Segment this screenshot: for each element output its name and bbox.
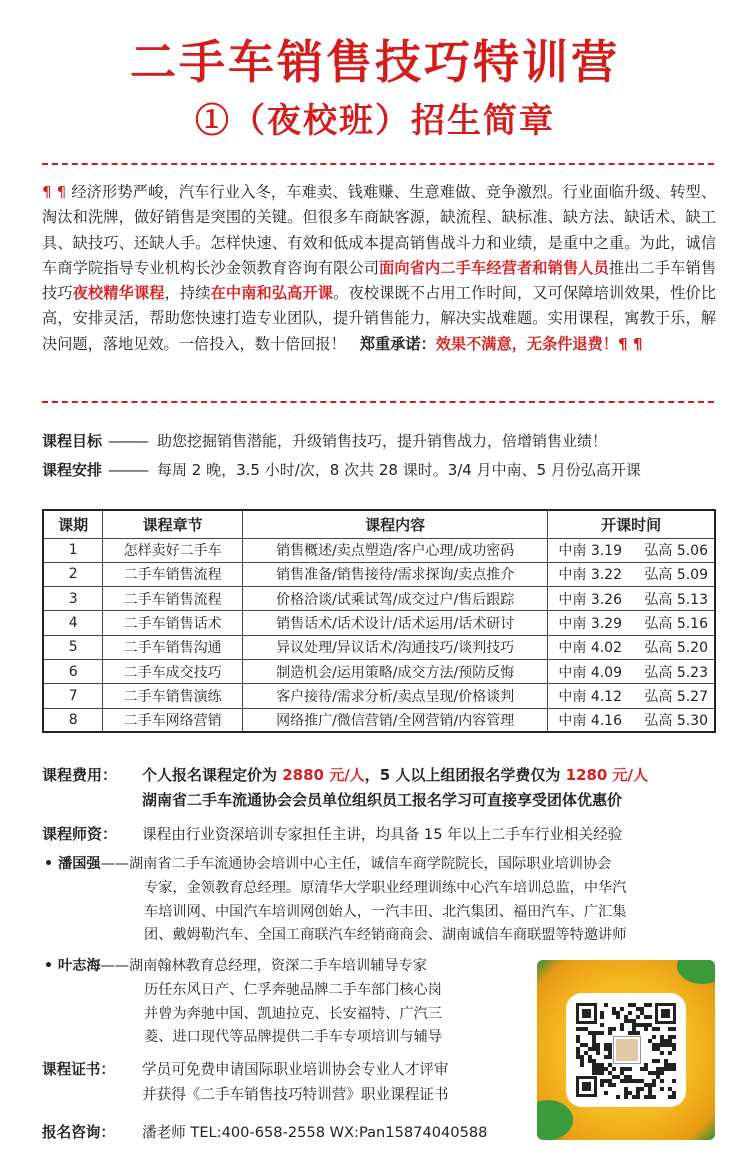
cell-content: 网络推广/微信营销/全网营销/内容管理 [242, 708, 547, 732]
teacher-bio: 湖南翰林教育总经理，资深二手车培训辅导专家 [128, 958, 427, 974]
qr-module [616, 1095, 620, 1099]
cell-content: 销售话术/话术设计/话术运用/话术研讨 [242, 611, 547, 635]
header-time: 开课时间 [548, 510, 715, 538]
qr-module [596, 1051, 600, 1055]
qr-module [640, 1087, 644, 1091]
intro-text: ，持续 [164, 284, 211, 303]
qr-module [660, 1071, 664, 1075]
qr-module [628, 1067, 632, 1071]
cell-chapter: 二手车销售流程 [103, 562, 243, 586]
qr-code [566, 993, 686, 1107]
fee-label: 课程费用： [42, 766, 118, 784]
contact-info: 潘老师 TEL:400-658-2558 WX:Pan15874040588 [142, 1124, 488, 1141]
cell-content: 客户接待/需求分析/卖点呈现/价格谈判 [242, 684, 547, 708]
table-row [43, 587, 715, 611]
qr-pattern [576, 1003, 676, 1097]
teacher-bio: 团、戴姆勒汽车、全国工商联汽车经销商商会、湖南诚信车商联盟等特邀讲师 [144, 927, 627, 944]
qr-module [672, 1035, 676, 1039]
qr-module [612, 1083, 616, 1087]
intro-text: 经济形势严峻，汽车行业入冬，车难卖、钱难赚、生意难做、竞争激烈。行业面临升级、转型、淘汰和洗牌，做好销售是突围的关键。但很多车商缺客源，缺流程、缺标准、缺方法、缺话术、缺工具、缺技巧、还缺人手。怎样快速、有效和低成本提高销售战斗力和业绩，是重中之重。为此，诚信车商学院指导专业机构长沙金领教育咨询有限公司 [42, 183, 717, 277]
cell-time [548, 587, 715, 611]
plan-dash: ——— [108, 461, 148, 479]
teacher-bio: 菱、进口现代等品牌提供二手车专项培训与辅导 [144, 1029, 442, 1046]
leaf-shape [677, 960, 715, 984]
goal-text: 助您挖掘销售潜能，升级销售技巧，提升销售战力，倍增销售业绩！ [157, 432, 608, 450]
qr-module [656, 1027, 660, 1031]
intro-text: 。夜校课既不占用工作时间，又可保障培训效果，性价比高，安排灵活，帮助您快速打造专业团队，提升销售能力，解决实战难题。实用课程，寓教于乐，解决问题，落地见效。一倍投入，数十倍回报！ [42, 284, 717, 353]
teacher-bio: 专家，金领教育总经理。原清华大学职业经理训练中心汽车培训总监，中华汽 [144, 879, 627, 896]
qr-module [672, 1095, 676, 1099]
cell-content: 销售概述/卖点塑造/客户心理/成功密码 [242, 538, 547, 562]
fee-text: ，5 人以上组团报名学费仅为 [364, 766, 566, 784]
teachers-intro-text: 课程由行业资深培训专家担任主讲，均具备 15 年以上二手车行业相关经验 [142, 826, 623, 843]
qr-avatar [614, 1037, 640, 1063]
leaf-shape [537, 1100, 573, 1140]
intro-highlight: 在中南和弘高开课 [210, 284, 334, 303]
table-row [43, 684, 715, 708]
qr-module [660, 1051, 664, 1055]
time-honggao: 弘高 5.30 [644, 712, 708, 729]
intro-highlight: 面向省内二手车经营者和销售人员 [379, 258, 609, 277]
cell-time [548, 611, 715, 635]
cell-chapter: 二手车销售演练 [103, 684, 243, 708]
goal-dash: ——— [108, 432, 148, 450]
qr-module [636, 1095, 640, 1099]
cell-time [548, 562, 715, 586]
promise-label: 郑重承诺： [359, 334, 436, 353]
qr-module [600, 1071, 604, 1075]
cell-period: 6 [43, 659, 103, 683]
table-row [43, 611, 715, 635]
qr-module [600, 1023, 604, 1027]
qr-module [600, 1015, 604, 1019]
cell-chapter: 二手车销售话术 [103, 611, 243, 635]
qr-module [672, 1067, 676, 1071]
qr-module [608, 1055, 612, 1059]
teacher-2 [44, 955, 442, 1050]
time-zhongnan: 中南 3.22 [558, 567, 622, 584]
time-honggao: 弘高 5.09 [644, 567, 708, 584]
fee-line-2 [142, 789, 622, 810]
qr-module [612, 1027, 616, 1031]
qr-module [612, 1067, 616, 1071]
cell-chapter: 二手车销售流程 [103, 587, 243, 611]
qr-finder [582, 1082, 591, 1091]
time-zhongnan: 中南 4.12 [558, 688, 622, 705]
time-honggao: 弘高 5.06 [644, 543, 708, 560]
time-zhongnan: 中南 4.02 [558, 640, 622, 657]
qr-module [620, 1007, 624, 1011]
cell-chapter: 二手车销售沟通 [103, 635, 243, 659]
time-honggao: 弘高 5.23 [644, 664, 708, 681]
qr-module [648, 1015, 652, 1019]
divider-bottom [42, 401, 714, 403]
plan-label: 课程安排 [42, 461, 103, 479]
table-row [43, 659, 715, 683]
time-honggao: 弘高 5.16 [644, 616, 708, 633]
table-row [43, 708, 715, 732]
cell-content: 制造机会/运用策略/成交方法/预防反悔 [242, 659, 547, 683]
time-honggao: 弘高 5.13 [644, 591, 708, 608]
cell-period: 1 [43, 538, 103, 562]
time-zhongnan: 中南 3.26 [558, 591, 622, 608]
course-plan [42, 459, 722, 480]
fee-text: 个人报名课程定价为 [142, 766, 283, 784]
cell-period: 2 [43, 562, 103, 586]
qr-module [636, 1031, 640, 1035]
qr-module [644, 1027, 648, 1031]
goal-label: 课程目标 [42, 432, 103, 450]
time-zhongnan: 中南 3.29 [558, 616, 622, 633]
sunflower-qr-image [537, 960, 715, 1140]
page-title: 二手车销售技巧特训营 [130, 35, 620, 89]
cell-time [548, 708, 715, 732]
qr-module [580, 1063, 584, 1067]
cell-period: 8 [43, 708, 103, 732]
table-row [43, 538, 715, 562]
teacher-dash: —— [100, 856, 129, 872]
teacher-dash: —— [100, 958, 129, 974]
cell-chapter: 二手车成交技巧 [103, 659, 243, 683]
qr-module [616, 1015, 620, 1019]
table-row [43, 635, 715, 659]
time-honggao: 弘高 5.20 [644, 640, 708, 657]
cell-time [548, 684, 715, 708]
table-header-row [43, 510, 715, 538]
cert-text: 并获得《二手车销售技巧特训营》职业课程证书 [142, 1085, 449, 1103]
teacher-bio: 历任东风日产、仁孚奔驰品牌二手车部门核心岗 [144, 981, 442, 998]
cell-period: 5 [43, 635, 103, 659]
qr-module [660, 1079, 664, 1083]
pilcrow-mark: ¶ ¶ [42, 183, 67, 201]
teachers-intro [42, 822, 622, 847]
divider-top [42, 163, 714, 165]
time-zhongnan: 中南 4.16 [558, 712, 622, 729]
qr-module [600, 1031, 604, 1035]
teacher-bio: 车培训网、中国汽车培训网创始人，一汽丰田、北汽集团、福田汽车、广汇集 [144, 903, 627, 920]
header-period: 课期 [43, 510, 103, 538]
qr-module [672, 1079, 676, 1083]
cell-period: 3 [43, 587, 103, 611]
course-goal [42, 430, 722, 451]
schedule-table [42, 509, 716, 733]
teacher-1 [44, 853, 626, 948]
qr-module [652, 1083, 656, 1087]
page-subtitle: ①（夜校班）招生简章 [195, 101, 555, 141]
contact-label: 报名咨询： [42, 1124, 115, 1141]
teacher-name: • 潘国强 [44, 856, 101, 872]
cell-content: 价格洽谈/试乘试驾/成交过户/售后跟踪 [242, 587, 547, 611]
qr-module [652, 1035, 656, 1039]
time-zhongnan: 中南 3.19 [558, 543, 622, 560]
time-zhongnan: 中南 4.09 [558, 664, 622, 681]
cell-content: 异议处理/异议话术/沟通技巧/谈判技巧 [242, 635, 547, 659]
teacher-bio: 并曾为奔驰中国、凯迪拉克、长安福特、广汽三 [144, 1005, 442, 1022]
certificate-section [42, 1058, 448, 1107]
cell-period: 7 [43, 684, 103, 708]
table-row [43, 562, 715, 586]
qr-module [604, 1003, 608, 1007]
price-group: 1280 元/人 [565, 766, 649, 784]
header-content: 课程内容 [242, 510, 547, 538]
qr-module [672, 1027, 676, 1031]
plan-text: 每周 2 晚，3.5 小时/次，8 次共 28 课时。3/4 月中南、5 月份弘高开课 [157, 461, 641, 479]
header-chapter: 课程章节 [103, 510, 243, 538]
qr-module [636, 1015, 640, 1019]
fee-line-1 [42, 764, 648, 785]
intro-text: 推出二手车销售技巧 [42, 258, 717, 303]
qr-module [652, 1095, 656, 1099]
qr-module [600, 1083, 604, 1087]
promise-text: 效果不满意，无条件退费！¶ ¶ [435, 334, 643, 353]
fee-member-note: 湖南省二手车流通协会会员单位组织员工报名学习可直接享受团体优惠价 [142, 791, 623, 809]
qr-module [656, 1059, 660, 1063]
qr-finder [661, 1009, 670, 1018]
teachers-label: 课程师资： [42, 825, 118, 843]
intro-paragraph [42, 180, 716, 357]
intro-highlight: 夜校精华课程 [72, 284, 165, 303]
time-honggao: 弘高 5.27 [644, 688, 708, 705]
qr-module [672, 1047, 676, 1051]
qr-module [608, 1031, 612, 1035]
cell-content: 销售准备/销售接待/需求探询/卖点推介 [242, 562, 547, 586]
qr-module [648, 1003, 652, 1007]
qr-module [620, 1027, 624, 1031]
contact-section [42, 1121, 487, 1142]
cell-period: 4 [43, 611, 103, 635]
cell-time [548, 538, 715, 562]
cert-text: 学员可免费申请国际职业培训协会专业人才评审 [142, 1061, 449, 1078]
cell-time [548, 635, 715, 659]
cert-label: 课程证书： [42, 1061, 115, 1078]
qr-module [660, 1087, 664, 1091]
qr-finder [582, 1009, 591, 1018]
qr-module [628, 1011, 632, 1015]
teacher-bio: 湖南省二手车流通协会培训中心主任，诚信车商学院院长，国际职业培训协会 [128, 856, 612, 872]
cell-chapter: 二手车网络营销 [103, 708, 243, 732]
cell-time [548, 659, 715, 683]
qr-module [668, 1051, 672, 1055]
teacher-name: • 叶志海 [44, 958, 101, 974]
qr-module [604, 1091, 608, 1095]
price-individual: 2880 元/人 [282, 766, 365, 784]
qr-module [624, 1095, 628, 1099]
cell-chapter: 怎样卖好二手车 [103, 538, 243, 562]
